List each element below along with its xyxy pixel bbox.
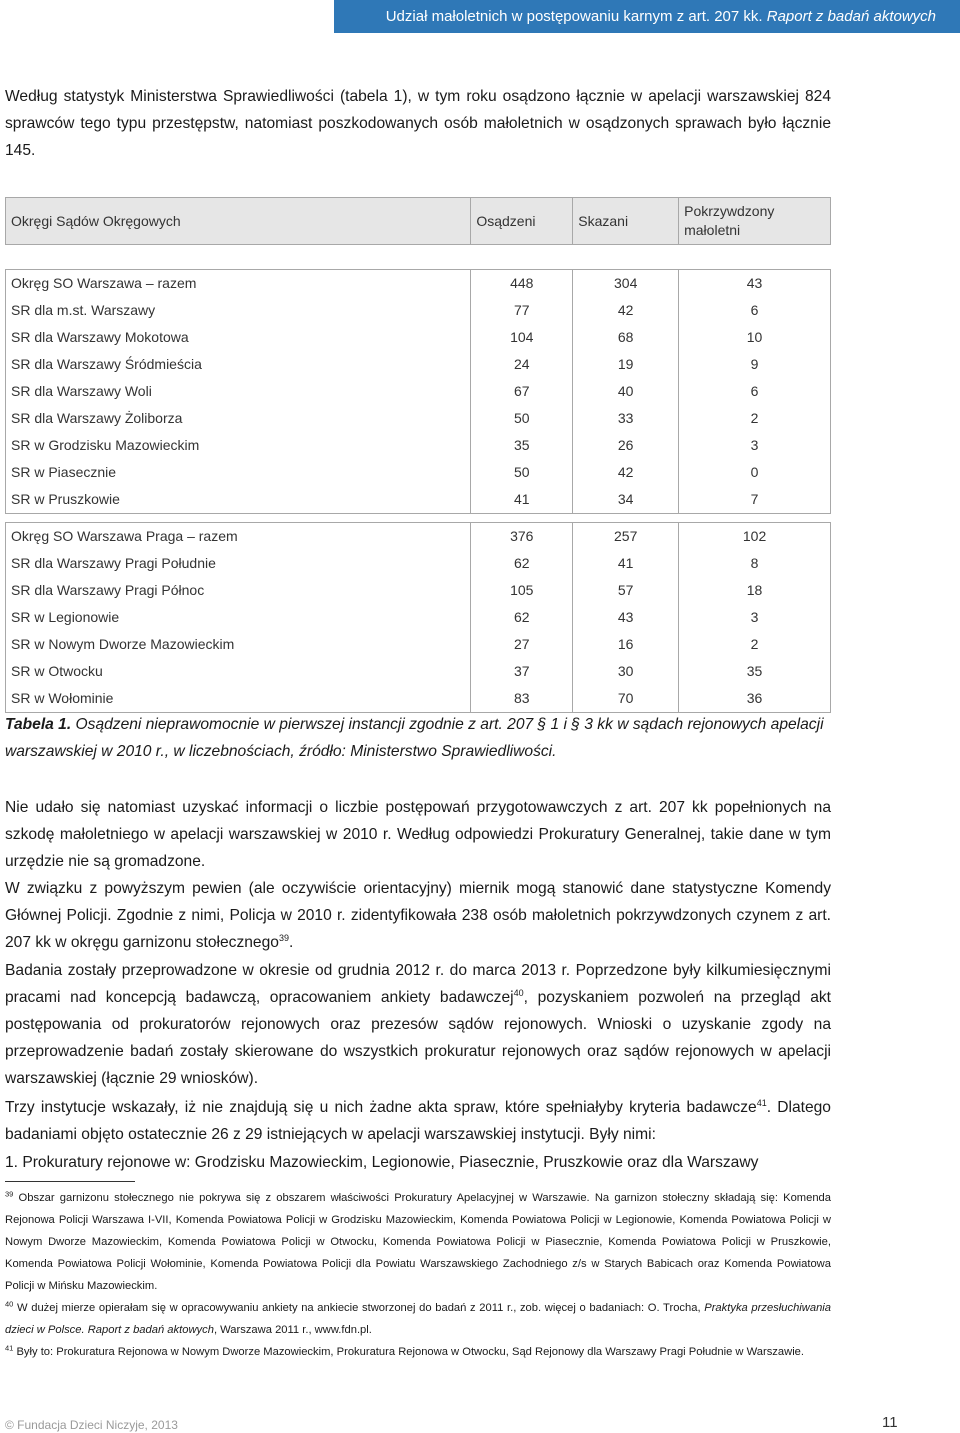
row-convicted: 41 [471,486,573,514]
table-row [6,631,831,658]
row-name: SR dla Warszawy Mokotowa [6,324,471,351]
row-victims: 36 [679,685,831,713]
row-convicted: 24 [471,351,573,378]
footnote-number: 39 [5,1189,14,1199]
row-name: Okręg SO Warszawa – razem [6,270,471,298]
row-convicted: 105 [471,577,573,604]
row-victims: 10 [679,324,831,351]
row-convicted: 67 [471,378,573,405]
table-spacer [6,514,831,523]
row-sentenced: 42 [573,297,679,324]
row-convicted: 62 [471,604,573,631]
row-name: SR w Grodzisku Mazowieckim [6,432,471,459]
caption-label: Tabela 1. [5,716,72,733]
row-sentenced: 40 [573,378,679,405]
header-title: Udział małoletnich w postępowaniu karnym z art. 207 kk. [385,8,763,25]
row-convicted: 37 [471,658,573,685]
footnote-number: 40 [5,1299,14,1309]
footnote-text: Były to: Prokuratura Rejonowa w Nowym Dworze Mazowieckim, Prokuratura Rejonowa w Otwocku, Sąd Rejonowy dla Warszawy Pragi Południe w Warszawie. [16,1346,805,1358]
row-name: SR dla Warszawy Żoliborza [6,405,471,432]
row-sentenced: 257 [573,523,679,551]
row-victims: 9 [679,351,831,378]
table-row [6,378,831,405]
table-row [6,486,831,514]
copyright-notice: © Fundacja Dzieci Niczyje, 2013 [5,1418,178,1432]
table-row [6,577,831,604]
footnote-book-title: Praktyka przesłuchiwania dzieci w Polsce. Raport z badań aktowych [5,1302,832,1336]
row-victims: 7 [679,486,831,514]
row-name: SR w Legionowie [6,604,471,631]
row-convicted: 50 [471,459,573,486]
p3-text-a: Badania zostały przeprowadzone w okresie od grudnia 2012 r. do marca 2013 r. Poprzedzone były kilkumiesięcznymi pracami nad koncepcją badawczą, opracowaniem ankiety badawczej [5,962,831,1006]
footnote-ref-40: 40 [513,987,524,998]
table-row [6,550,831,577]
row-sentenced: 304 [573,270,679,298]
table-row [6,685,831,713]
row-sentenced: 57 [573,577,679,604]
statistics-table [5,197,831,713]
header-convicted: Osądzeni [471,198,573,245]
header-district: Okręgi Sądów Okręgowych [6,198,471,245]
row-convicted: 27 [471,631,573,658]
table-row [6,658,831,685]
table-row [6,270,831,298]
row-convicted: 77 [471,297,573,324]
row-victims: 6 [679,297,831,324]
row-name: SR w Otwocku [6,658,471,685]
row-name: SR w Wołominie [6,685,471,713]
row-name: SR dla m.st. Warszawy [6,297,471,324]
table-row [6,459,831,486]
row-name: SR dla Warszawy Śródmieścia [6,351,471,378]
footnote-40 [5,1297,831,1341]
table-row [6,297,831,324]
row-victims: 8 [679,550,831,577]
row-convicted: 448 [471,270,573,298]
table-row [6,523,831,551]
footnote-text: W dużej mierze opierałam się w opracowywaniu ankiety na ankiecie stworzonej do badań z 2011 r., zob. więcej o badaniach: O. Trocha, [17,1302,701,1314]
footnote-text: Obszar garnizonu stołecznego nie pokrywa się z obszarem właściwości Prokuratury Apelacyjnej w Warszawie. Na garnizon stołeczny składają się: Komenda Rejonowa Policji Warszawa I-VII, Komenda Powiatowa Policji w Grodzisku Mazowieckim, Komenda Powiatowa Policji w Legionowie, Komenda Powiatowa Policji w Nowym Dworze Mazowieckim, Komenda Powiatowa Policji w Otwocku, Komenda Powiatowa Policji w Piasecznie, Komenda Powiatowa Policji w Pruszkowie, Komenda Powiatowa Policji Wołominie, Komenda Powiatowa Policji dla Powiatu Warszawskiego Zachodniego z/s w Starych Babicach oraz Komenda Powiatowa Policji w Mińsku Mazowieckim. [5,1192,832,1292]
row-convicted: 376 [471,523,573,551]
row-name: SR dla Warszawy Woli [6,378,471,405]
body-paragraph-3 [5,957,831,1092]
row-convicted: 50 [471,405,573,432]
footnote-ref-39: 39 [278,932,289,943]
p2-end: . [288,934,294,951]
row-name: SR w Piasecznie [6,459,471,486]
p4-text-a: Trzy instytucje wskazały, iż nie znajdują się u nich żadne akta spraw, które spełniałyby kryteria badawcze [5,1099,757,1116]
row-victims: 2 [679,405,831,432]
table-row [6,351,831,378]
row-victims: 2 [679,631,831,658]
row-sentenced: 41 [573,550,679,577]
page-number: 11 [882,1414,898,1431]
row-sentenced: 70 [573,685,679,713]
table-row [6,604,831,631]
row-victims: 18 [679,577,831,604]
row-sentenced: 43 [573,604,679,631]
table-row [6,432,831,459]
row-convicted: 62 [471,550,573,577]
footnote-divider [5,1181,135,1182]
caption-text: Osądzeni nieprawomocnie w pierwszej instancji zgodnie z art. 207 § 1 i § 3 kk w sądach rejonowych apelacji warszawskiej w 2010 r., w liczebnościach, źródło: Ministerstwo Sprawiedliwości. [5,716,824,760]
row-sentenced: 30 [573,658,679,685]
p4-text-b: . Dlatego badaniami objęto ostatecznie 26 z 29 istniejących w apelacji warszawskiej instytucji. Były nimi: [5,1099,831,1143]
row-sentenced: 33 [573,405,679,432]
row-victims: 43 [679,270,831,298]
footnote-ref-41: 41 [756,1097,767,1108]
row-name: SR dla Warszawy Pragi Południe [6,550,471,577]
table-row [6,324,831,351]
row-name: SR w Pruszkowie [6,486,471,514]
row-convicted: 35 [471,432,573,459]
footnote-number: 41 [5,1343,14,1353]
table-header-row [6,198,831,245]
body-paragraph-1: Nie udało się natomiast uzyskać informacji o liczbie postępowań przygotowawczych z art. 207 kk popełnionych na szkodę małoletniego w apelacji warszawskiej w 2010 r. Według odpowiedzi Prokuratury Generalnej, takie dane w tym urzędzie nie są gromadzone. [5,799,831,870]
row-sentenced: 68 [573,324,679,351]
header-victims: Pokrzywdzony małoletni [679,198,831,245]
row-name: SR dla Warszawy Pragi Północ [6,577,471,604]
row-victims: 6 [679,378,831,405]
body-paragraph-2 [5,875,831,956]
row-victims: 102 [679,523,831,551]
p2-text: W związku z powyższym pewien (ale oczywiście orientacyjny) miernik mogą stanowić dane statystyczne Komendy Głównej Policji. Zgodnie z nimi, Policja w 2010 r. zidentyfikowała 238 osób małoletnich pokrzywdzonych czynem z art. 207 kk w okręgu garnizonu stołecznego [5,880,831,951]
row-victims: 3 [679,432,831,459]
row-name: SR w Nowym Dworze Mazowieckim [6,631,471,658]
row-convicted: 104 [471,324,573,351]
footnote-41 [5,1341,831,1363]
table-spacer [6,245,831,270]
footnote-text-end: , Warszawa 2011 r., www.fdn.pl. [213,1324,372,1336]
row-name: Okręg SO Warszawa Praga – razem [6,523,471,551]
table-row [6,405,831,432]
intro-paragraph: Według statystyk Ministerstwa Sprawiedliwości (tabela 1), w tym roku osądzono łącznie w apelacji warszawskiej 824 sprawców tego typu przestępstw, natomiast poszkodowanych osób małoletnich w osądzonych sprawach było łącznie 145. [5,88,831,159]
body-paragraph-4 [5,1094,831,1148]
row-sentenced: 16 [573,631,679,658]
header-sentenced: Skazani [573,198,679,245]
row-sentenced: 34 [573,486,679,514]
footnote-39 [5,1187,831,1297]
header-subtitle: Raport z badań aktowych [766,8,936,25]
row-sentenced: 42 [573,459,679,486]
row-victims: 3 [679,604,831,631]
p3-text-b: , pozyskaniem pozwoleń na przegląd akt postępowania od prokuratorów rejonowych oraz prezesów sądów rejonowych. Wnioski o uzyskanie zgody na przeprowadzenie badań zostały skierowane do wszystkich prokuratur rejonowych oraz sądów rejonowych w apelacji warszawskiej (łącznie 29 wniosków). [5,989,831,1087]
body-paragraph-5: 1. Prokuratury rejonowe w: Grodzisku Mazowieckim, Legionowie, Piasecznie, Pruszkowie oraz dla Warszawy [5,1154,759,1171]
row-sentenced: 26 [573,432,679,459]
running-header [334,0,960,33]
table-caption [5,711,831,765]
row-convicted: 83 [471,685,573,713]
row-victims: 0 [679,459,831,486]
row-sentenced: 19 [573,351,679,378]
row-victims: 35 [679,658,831,685]
